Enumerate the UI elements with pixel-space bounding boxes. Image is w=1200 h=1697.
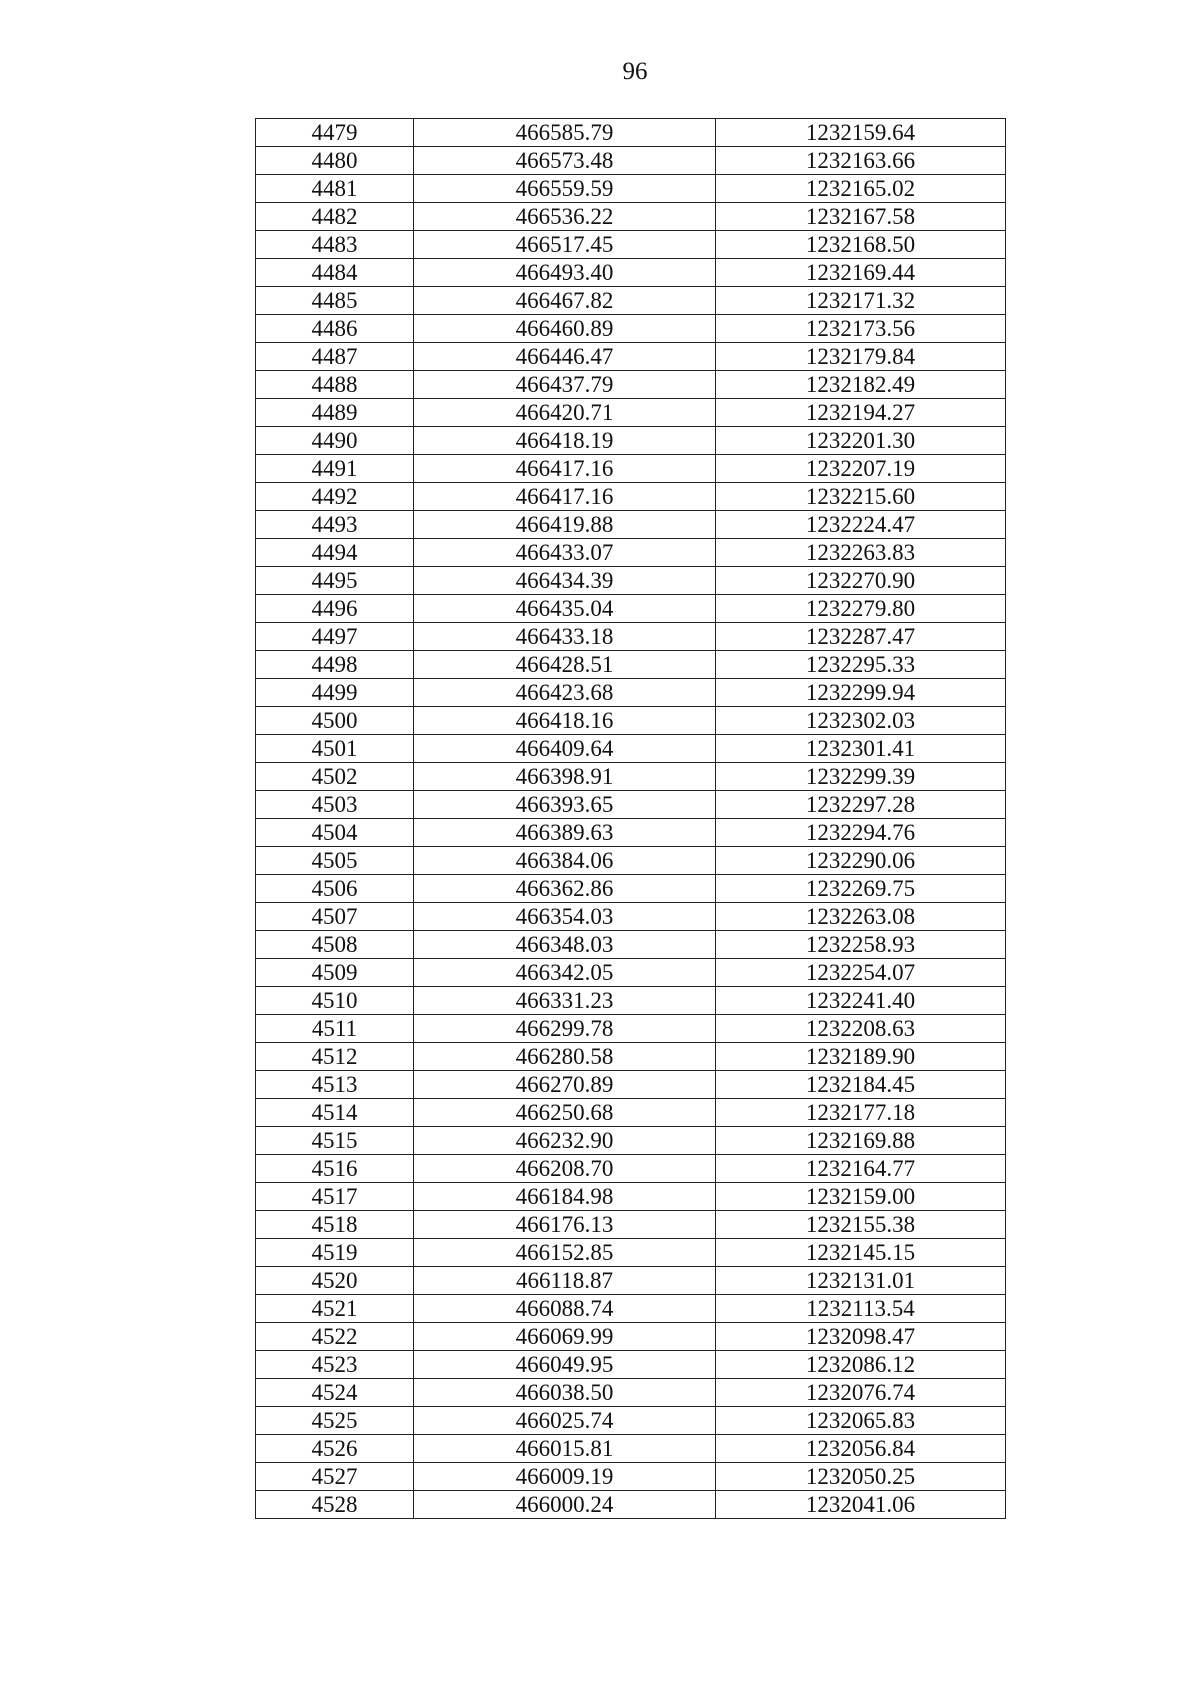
- table-row: [256, 567, 1006, 595]
- point-number-cell: 4490: [256, 427, 414, 455]
- table-row: [256, 1267, 1006, 1295]
- table-row: [256, 763, 1006, 791]
- table-row: [256, 539, 1006, 567]
- table-row: [256, 147, 1006, 175]
- x-coordinate-cell: 466493.40: [414, 259, 716, 287]
- x-coordinate-cell: 466393.65: [414, 791, 716, 819]
- point-number-cell: 4528: [256, 1491, 414, 1519]
- x-coordinate-cell: 466384.06: [414, 847, 716, 875]
- y-coordinate-cell: 1232173.56: [716, 315, 1006, 343]
- point-number-cell: 4509: [256, 959, 414, 987]
- point-number-cell: 4498: [256, 651, 414, 679]
- point-number-cell: 4500: [256, 707, 414, 735]
- y-coordinate-cell: 1232201.30: [716, 427, 1006, 455]
- point-number-cell: 4494: [256, 539, 414, 567]
- x-coordinate-cell: 466015.81: [414, 1435, 716, 1463]
- table-row: [256, 483, 1006, 511]
- table-row: [256, 203, 1006, 231]
- x-coordinate-cell: 466467.82: [414, 287, 716, 315]
- point-number-cell: 4519: [256, 1239, 414, 1267]
- y-coordinate-cell: 1232113.54: [716, 1295, 1006, 1323]
- x-coordinate-cell: 466559.59: [414, 175, 716, 203]
- x-coordinate-cell: 466446.47: [414, 343, 716, 371]
- x-coordinate-cell: 466049.95: [414, 1351, 716, 1379]
- x-coordinate-cell: 466418.16: [414, 707, 716, 735]
- x-coordinate-cell: 466585.79: [414, 119, 716, 147]
- y-coordinate-cell: 1232269.75: [716, 875, 1006, 903]
- x-coordinate-cell: 466417.16: [414, 455, 716, 483]
- table-row: [256, 1379, 1006, 1407]
- table-row: [256, 1015, 1006, 1043]
- x-coordinate-cell: 466299.78: [414, 1015, 716, 1043]
- table-row: [256, 707, 1006, 735]
- table-row: [256, 1295, 1006, 1323]
- y-coordinate-cell: 1232131.01: [716, 1267, 1006, 1295]
- point-number-cell: 4525: [256, 1407, 414, 1435]
- point-number-cell: 4514: [256, 1099, 414, 1127]
- y-coordinate-cell: 1232294.76: [716, 819, 1006, 847]
- y-coordinate-cell: 1232254.07: [716, 959, 1006, 987]
- x-coordinate-cell: 466433.18: [414, 623, 716, 651]
- y-coordinate-cell: 1232167.58: [716, 203, 1006, 231]
- x-coordinate-cell: 466460.89: [414, 315, 716, 343]
- y-coordinate-cell: 1232159.64: [716, 119, 1006, 147]
- point-number-cell: 4518: [256, 1211, 414, 1239]
- table-row: [256, 371, 1006, 399]
- table-row: [256, 1351, 1006, 1379]
- point-number-cell: 4497: [256, 623, 414, 651]
- x-coordinate-cell: 466009.19: [414, 1463, 716, 1491]
- x-coordinate-cell: 466342.05: [414, 959, 716, 987]
- y-coordinate-cell: 1232056.84: [716, 1435, 1006, 1463]
- table-row: [256, 259, 1006, 287]
- table-row: [256, 931, 1006, 959]
- point-number-cell: 4501: [256, 735, 414, 763]
- x-coordinate-cell: 466088.74: [414, 1295, 716, 1323]
- point-number-cell: 4486: [256, 315, 414, 343]
- x-coordinate-cell: 466362.86: [414, 875, 716, 903]
- x-coordinate-cell: 466208.70: [414, 1155, 716, 1183]
- y-coordinate-cell: 1232290.06: [716, 847, 1006, 875]
- x-coordinate-cell: 466517.45: [414, 231, 716, 259]
- table-row: [256, 1211, 1006, 1239]
- x-coordinate-cell: 466573.48: [414, 147, 716, 175]
- y-coordinate-cell: 1232076.74: [716, 1379, 1006, 1407]
- x-coordinate-cell: 466418.19: [414, 427, 716, 455]
- y-coordinate-cell: 1232215.60: [716, 483, 1006, 511]
- y-coordinate-cell: 1232208.63: [716, 1015, 1006, 1043]
- table-row: [256, 1407, 1006, 1435]
- y-coordinate-cell: 1232164.77: [716, 1155, 1006, 1183]
- point-number-cell: 4503: [256, 791, 414, 819]
- y-coordinate-cell: 1232165.02: [716, 175, 1006, 203]
- table-row: [256, 315, 1006, 343]
- y-coordinate-cell: 1232169.44: [716, 259, 1006, 287]
- point-number-cell: 4493: [256, 511, 414, 539]
- y-coordinate-cell: 1232041.06: [716, 1491, 1006, 1519]
- y-coordinate-cell: 1232263.08: [716, 903, 1006, 931]
- table-row: [256, 735, 1006, 763]
- y-coordinate-cell: 1232163.66: [716, 147, 1006, 175]
- point-number-cell: 4526: [256, 1435, 414, 1463]
- y-coordinate-cell: 1232279.80: [716, 595, 1006, 623]
- y-coordinate-cell: 1232182.49: [716, 371, 1006, 399]
- y-coordinate-cell: 1232159.00: [716, 1183, 1006, 1211]
- x-coordinate-cell: 466420.71: [414, 399, 716, 427]
- table-row: [256, 231, 1006, 259]
- table-row: [256, 1323, 1006, 1351]
- point-number-cell: 4513: [256, 1071, 414, 1099]
- table-row: [256, 847, 1006, 875]
- y-coordinate-cell: 1232297.28: [716, 791, 1006, 819]
- point-number-cell: 4504: [256, 819, 414, 847]
- x-coordinate-cell: 466437.79: [414, 371, 716, 399]
- table-row: [256, 427, 1006, 455]
- table-row: [256, 595, 1006, 623]
- point-number-cell: 4511: [256, 1015, 414, 1043]
- point-number-cell: 4489: [256, 399, 414, 427]
- point-number-cell: 4482: [256, 203, 414, 231]
- point-number-cell: 4499: [256, 679, 414, 707]
- y-coordinate-cell: 1232299.94: [716, 679, 1006, 707]
- table-row: [256, 903, 1006, 931]
- point-number-cell: 4512: [256, 1043, 414, 1071]
- x-coordinate-cell: 466118.87: [414, 1267, 716, 1295]
- point-number-cell: 4515: [256, 1127, 414, 1155]
- x-coordinate-cell: 466428.51: [414, 651, 716, 679]
- table-row: [256, 1239, 1006, 1267]
- point-number-cell: 4481: [256, 175, 414, 203]
- point-number-cell: 4527: [256, 1463, 414, 1491]
- y-coordinate-cell: 1232086.12: [716, 1351, 1006, 1379]
- point-number-cell: 4506: [256, 875, 414, 903]
- point-number-cell: 4521: [256, 1295, 414, 1323]
- table-row: [256, 1155, 1006, 1183]
- y-coordinate-cell: 1232258.93: [716, 931, 1006, 959]
- point-number-cell: 4496: [256, 595, 414, 623]
- page-number: 96: [622, 58, 648, 85]
- x-coordinate-cell: 466354.03: [414, 903, 716, 931]
- table-row: [256, 623, 1006, 651]
- y-coordinate-cell: 1232301.41: [716, 735, 1006, 763]
- x-coordinate-cell: 466423.68: [414, 679, 716, 707]
- x-coordinate-cell: 466152.85: [414, 1239, 716, 1267]
- x-coordinate-cell: 466348.03: [414, 931, 716, 959]
- table-row: [256, 399, 1006, 427]
- point-number-cell: 4488: [256, 371, 414, 399]
- table-row: [256, 1435, 1006, 1463]
- y-coordinate-cell: 1232299.39: [716, 763, 1006, 791]
- point-number-cell: 4502: [256, 763, 414, 791]
- point-number-cell: 4517: [256, 1183, 414, 1211]
- table-row: [256, 287, 1006, 315]
- point-number-cell: 4507: [256, 903, 414, 931]
- table-row: [256, 455, 1006, 483]
- y-coordinate-cell: 1232155.38: [716, 1211, 1006, 1239]
- x-coordinate-cell: 466025.74: [414, 1407, 716, 1435]
- point-number-cell: 4510: [256, 987, 414, 1015]
- y-coordinate-cell: 1232295.33: [716, 651, 1006, 679]
- y-coordinate-cell: 1232050.25: [716, 1463, 1006, 1491]
- table-body: [256, 119, 1006, 1519]
- table-row: [256, 651, 1006, 679]
- table-row: [256, 1127, 1006, 1155]
- y-coordinate-cell: 1232168.50: [716, 231, 1006, 259]
- point-number-cell: 4520: [256, 1267, 414, 1295]
- x-coordinate-cell: 466398.91: [414, 763, 716, 791]
- y-coordinate-cell: 1232184.45: [716, 1071, 1006, 1099]
- point-number-cell: 4479: [256, 119, 414, 147]
- table-row: [256, 1071, 1006, 1099]
- table-row: [256, 1463, 1006, 1491]
- y-coordinate-cell: 1232171.32: [716, 287, 1006, 315]
- x-coordinate-cell: 466434.39: [414, 567, 716, 595]
- table-row: [256, 343, 1006, 371]
- table-row: [256, 119, 1006, 147]
- x-coordinate-cell: 466038.50: [414, 1379, 716, 1407]
- point-number-cell: 4516: [256, 1155, 414, 1183]
- coordinates-table: [255, 118, 1006, 1519]
- y-coordinate-cell: 1232177.18: [716, 1099, 1006, 1127]
- point-number-cell: 4483: [256, 231, 414, 259]
- x-coordinate-cell: 466409.64: [414, 735, 716, 763]
- x-coordinate-cell: 466419.88: [414, 511, 716, 539]
- table-row: [256, 1183, 1006, 1211]
- x-coordinate-cell: 466184.98: [414, 1183, 716, 1211]
- point-number-cell: 4495: [256, 567, 414, 595]
- y-coordinate-cell: 1232224.47: [716, 511, 1006, 539]
- table-row: [256, 791, 1006, 819]
- point-number-cell: 4492: [256, 483, 414, 511]
- y-coordinate-cell: 1232145.15: [716, 1239, 1006, 1267]
- table-row: [256, 819, 1006, 847]
- x-coordinate-cell: 466280.58: [414, 1043, 716, 1071]
- x-coordinate-cell: 466417.16: [414, 483, 716, 511]
- y-coordinate-cell: 1232189.90: [716, 1043, 1006, 1071]
- x-coordinate-cell: 466433.07: [414, 539, 716, 567]
- y-coordinate-cell: 1232287.47: [716, 623, 1006, 651]
- table-row: [256, 1491, 1006, 1519]
- y-coordinate-cell: 1232302.03: [716, 707, 1006, 735]
- x-coordinate-cell: 466270.89: [414, 1071, 716, 1099]
- y-coordinate-cell: 1232194.27: [716, 399, 1006, 427]
- table-row: [256, 175, 1006, 203]
- x-coordinate-cell: 466069.99: [414, 1323, 716, 1351]
- point-number-cell: 4485: [256, 287, 414, 315]
- point-number-cell: 4505: [256, 847, 414, 875]
- y-coordinate-cell: 1232169.88: [716, 1127, 1006, 1155]
- point-number-cell: 4487: [256, 343, 414, 371]
- point-number-cell: 4480: [256, 147, 414, 175]
- table-row: [256, 511, 1006, 539]
- y-coordinate-cell: 1232207.19: [716, 455, 1006, 483]
- y-coordinate-cell: 1232179.84: [716, 343, 1006, 371]
- x-coordinate-cell: 466435.04: [414, 595, 716, 623]
- point-number-cell: 4484: [256, 259, 414, 287]
- point-number-cell: 4522: [256, 1323, 414, 1351]
- x-coordinate-cell: 466331.23: [414, 987, 716, 1015]
- y-coordinate-cell: 1232241.40: [716, 987, 1006, 1015]
- table-row: [256, 959, 1006, 987]
- point-number-cell: 4508: [256, 931, 414, 959]
- x-coordinate-cell: 466536.22: [414, 203, 716, 231]
- table-row: [256, 1043, 1006, 1071]
- table-row: [256, 1099, 1006, 1127]
- y-coordinate-cell: 1232098.47: [716, 1323, 1006, 1351]
- y-coordinate-cell: 1232263.83: [716, 539, 1006, 567]
- table-row: [256, 875, 1006, 903]
- point-number-cell: 4523: [256, 1351, 414, 1379]
- table-row: [256, 679, 1006, 707]
- y-coordinate-cell: 1232065.83: [716, 1407, 1006, 1435]
- y-coordinate-cell: 1232270.90: [716, 567, 1006, 595]
- x-coordinate-cell: 466176.13: [414, 1211, 716, 1239]
- point-number-cell: 4491: [256, 455, 414, 483]
- point-number-cell: 4524: [256, 1379, 414, 1407]
- table-row: [256, 987, 1006, 1015]
- x-coordinate-cell: 466000.24: [414, 1491, 716, 1519]
- x-coordinate-cell: 466389.63: [414, 819, 716, 847]
- x-coordinate-cell: 466250.68: [414, 1099, 716, 1127]
- x-coordinate-cell: 466232.90: [414, 1127, 716, 1155]
